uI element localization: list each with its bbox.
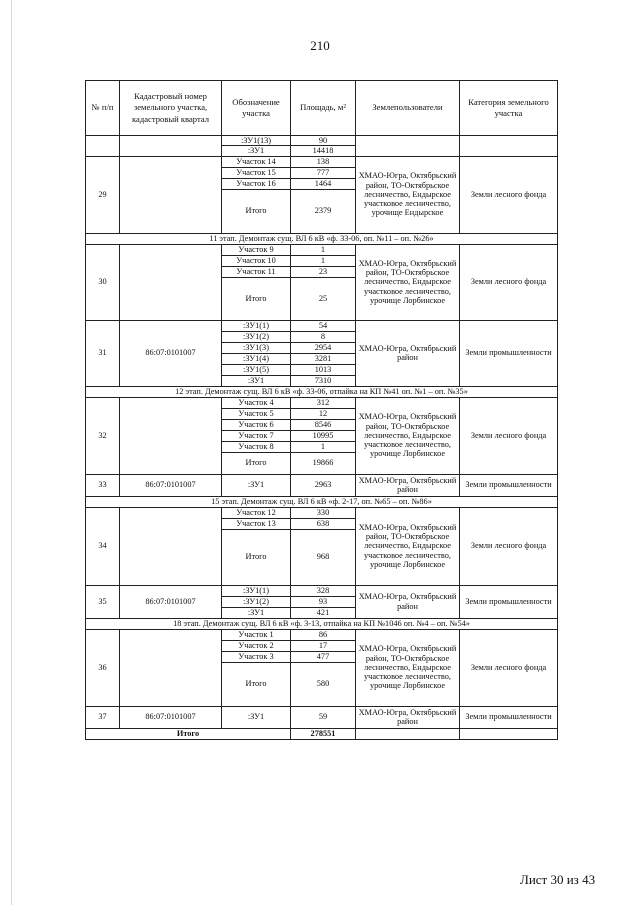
- cell-designation: :ЗУ1: [222, 706, 291, 728]
- cell-area: 330: [291, 507, 356, 518]
- cell-cadastral: [120, 507, 222, 585]
- table-row: [86, 507, 558, 518]
- cell-area: 8546: [291, 419, 356, 430]
- cell-designation: Участок 16: [222, 178, 291, 189]
- cell-category: Земли лесного фонда: [460, 629, 558, 706]
- cell-designation: Участок 3: [222, 651, 291, 662]
- cell-area: 23: [291, 266, 356, 277]
- cell-area: 1: [291, 244, 356, 255]
- cell-area: 93: [291, 596, 356, 607]
- cell-area: 1: [291, 441, 356, 452]
- cell-area: 1: [291, 255, 356, 266]
- cell-users: [356, 136, 460, 157]
- cell-num: 35: [86, 585, 120, 618]
- cell-users: ХМАО-Югра, Октябрьский район, ТО-Октябрьское лесничество, Ендырское участковое лесничество, урочище Лорбинское: [356, 397, 460, 474]
- cell-users: ХМАО-Югра, Октябрьский район: [356, 585, 460, 618]
- cell-designation: Участок 14: [222, 156, 291, 167]
- cell-users: ХМАО-Югра, Октябрьский район, ТО-Октябрьское лесничество, Ендырское участковое лесничество, урочище Лорбинское: [356, 507, 460, 585]
- cell-area: 1013: [291, 364, 356, 375]
- cell-users: [356, 728, 460, 739]
- cell-designation: :ЗУ1: [222, 607, 291, 618]
- col-header-users: Землепользователи: [356, 81, 460, 136]
- cell-designation: Участок 2: [222, 640, 291, 651]
- cell-category: Земли промышленности: [460, 585, 558, 618]
- cell-area: 54: [291, 320, 356, 331]
- page-number: 210: [310, 38, 330, 53]
- cell-category: Земли лесного фонда: [460, 244, 558, 320]
- cell-designation: Участок 12: [222, 507, 291, 518]
- cell-designation: Участок 8: [222, 441, 291, 452]
- cell-area: 2963: [291, 474, 356, 496]
- cell-num: 31: [86, 320, 120, 386]
- cell-cadastral: [120, 397, 222, 474]
- cell-designation: :ЗУ1(3): [222, 342, 291, 353]
- cell-cadastral: [120, 156, 222, 233]
- cell-total-label: Итого: [222, 189, 291, 233]
- cell-total-area: 25: [291, 277, 356, 320]
- table-row: [86, 397, 558, 408]
- stage-18-heading: 18 этап. Демонтаж сущ. ВЛ 6 кВ «ф. 3-13, отпайка на КП №1046 оп. №4 – оп. №54»: [86, 618, 558, 629]
- cell-total-area: 2379: [291, 189, 356, 233]
- cell-users: ХМАО-Югра, Октябрьский район, ТО-Октябрьское лесничество, Ендырское участковое лесничество, урочище Ендырское: [356, 156, 460, 233]
- cell-num: 36: [86, 629, 120, 706]
- cell-designation: :ЗУ1(5): [222, 364, 291, 375]
- cell-area: 138: [291, 156, 356, 167]
- cell-num: 33: [86, 474, 120, 496]
- cell-area: 10995: [291, 430, 356, 441]
- cell-area: 90: [291, 136, 356, 146]
- cell-category: Земли промышленности: [460, 706, 558, 728]
- stage-11-heading: 11 этап. Демонтаж сущ. ВЛ 6 кВ «ф. 33-06, оп. №11 – оп. №26»: [86, 233, 558, 244]
- sheet-footer: Лист 30 из 43: [520, 872, 596, 887]
- cell-area: 14418: [291, 146, 356, 156]
- cell-area: 1464: [291, 178, 356, 189]
- table-row: [86, 244, 558, 255]
- cell-designation: Участок 11: [222, 266, 291, 277]
- cell-total-area: 19866: [291, 452, 356, 474]
- col-header-area: Площадь, м²: [291, 81, 356, 136]
- table-row: [86, 706, 558, 728]
- grand-total-row: [86, 728, 558, 739]
- cell-designation: :ЗУ1(13): [222, 136, 291, 146]
- cell-total-label: Итого: [222, 277, 291, 320]
- table-row: [86, 585, 558, 596]
- cell-cadastral: 86:07:0101007: [120, 585, 222, 618]
- cell-users: ХМАО-Югра, Октябрьский район: [356, 320, 460, 386]
- grand-total-value: 278551: [291, 728, 356, 739]
- cell-category: Земли лесного фонда: [460, 156, 558, 233]
- cell-designation: Участок 10: [222, 255, 291, 266]
- table-row: [86, 629, 558, 640]
- cell-num: 34: [86, 507, 120, 585]
- cell-designation: :ЗУ1(1): [222, 585, 291, 596]
- cell-designation: :ЗУ1: [222, 474, 291, 496]
- cell-area: 7310: [291, 375, 356, 386]
- cell-area: 59: [291, 706, 356, 728]
- table-row: [86, 156, 558, 167]
- cell-cadastral: 86:07:0101007: [120, 706, 222, 728]
- cell-num: [86, 136, 120, 157]
- stage-row: [86, 496, 558, 507]
- cell-area: 421: [291, 607, 356, 618]
- cell-category: Земли промышленности: [460, 474, 558, 496]
- cell-cadastral: 86:07:0101007: [120, 474, 222, 496]
- cell-designation: Участок 9: [222, 244, 291, 255]
- cell-category: [460, 136, 558, 157]
- cell-area: 777: [291, 167, 356, 178]
- cell-users: ХМАО-Югра, Октябрьский район: [356, 706, 460, 728]
- cell-num: 32: [86, 397, 120, 474]
- cell-designation: Участок 6: [222, 419, 291, 430]
- stage-15-heading: 15 этап. Демонтаж сущ. ВЛ 6 кВ «ф. 2-17, оп. №65 – оп. №86»: [86, 496, 558, 507]
- cell-users: ХМАО-Югра, Октябрьский район, ТО-Октябрьское лесничество, Ендырское участковое лесничество, урочище Лорбинское: [356, 244, 460, 320]
- cell-category: Земли лесного фонда: [460, 397, 558, 474]
- cell-cadastral: [120, 629, 222, 706]
- cell-area: 2954: [291, 342, 356, 353]
- cell-total-area: 580: [291, 662, 356, 706]
- cell-designation: Участок 7: [222, 430, 291, 441]
- col-header-num: № п/п: [86, 81, 120, 136]
- cell-designation: Участок 13: [222, 518, 291, 529]
- cell-designation: :ЗУ1: [222, 146, 291, 156]
- cell-designation: :ЗУ1(2): [222, 596, 291, 607]
- col-header-designation: Обозначение участка: [222, 81, 291, 136]
- grand-total-label: Итого: [86, 728, 291, 739]
- cell-total-area: 968: [291, 529, 356, 585]
- cell-area: 86: [291, 629, 356, 640]
- cell-total-label: Итого: [222, 452, 291, 474]
- stage-row: [86, 618, 558, 629]
- scan-edge-line: [11, 0, 12, 905]
- cell-total-label: Итого: [222, 662, 291, 706]
- cell-designation: :ЗУ1(2): [222, 331, 291, 342]
- col-header-cadastral: Кадастровый номер земельного участка, кадастровый квартал: [120, 81, 222, 136]
- cell-area: 3281: [291, 353, 356, 364]
- land-plots-table: [85, 80, 558, 740]
- cell-area: 477: [291, 651, 356, 662]
- stage-row: [86, 386, 558, 397]
- cell-designation: Участок 1: [222, 629, 291, 640]
- cell-area: 8: [291, 331, 356, 342]
- stage-row: [86, 233, 558, 244]
- cell-category: [460, 728, 558, 739]
- cell-designation: Участок 15: [222, 167, 291, 178]
- cell-area: 638: [291, 518, 356, 529]
- cell-area: 312: [291, 397, 356, 408]
- cell-category: Земли лесного фонда: [460, 507, 558, 585]
- cell-cadastral: 86:07:0101007: [120, 320, 222, 386]
- table-row: [86, 320, 558, 331]
- stage-12-heading: 12 этап. Демонтаж сущ. ВЛ 6 кВ «ф. 33-06, отпайка на КП №41 оп. №1 – оп. №35»: [86, 386, 558, 397]
- cell-cadastral: [120, 244, 222, 320]
- cell-num: 29: [86, 156, 120, 233]
- cell-num: 30: [86, 244, 120, 320]
- cell-area: 328: [291, 585, 356, 596]
- table-row: [86, 136, 558, 146]
- cell-area: 17: [291, 640, 356, 651]
- col-header-category: Категория земельного участка: [460, 81, 558, 136]
- table-header-row: [86, 81, 558, 136]
- cell-total-label: Итого: [222, 529, 291, 585]
- cell-designation: Участок 4: [222, 397, 291, 408]
- table-row: [86, 474, 558, 496]
- cell-num: 37: [86, 706, 120, 728]
- cell-designation: :ЗУ1: [222, 375, 291, 386]
- cell-users: ХМАО-Югра, Октябрьский район: [356, 474, 460, 496]
- cell-designation: Участок 5: [222, 408, 291, 419]
- cell-users: ХМАО-Югра, Октябрьский район, ТО-Октябрьское лесничество, Ендырское участковое лесничество, урочище Лорбинское: [356, 629, 460, 706]
- cell-cadastral: [120, 136, 222, 157]
- cell-designation: :ЗУ1(4): [222, 353, 291, 364]
- cell-designation: :ЗУ1(1): [222, 320, 291, 331]
- cell-category: Земли промышленности: [460, 320, 558, 386]
- cell-area: 12: [291, 408, 356, 419]
